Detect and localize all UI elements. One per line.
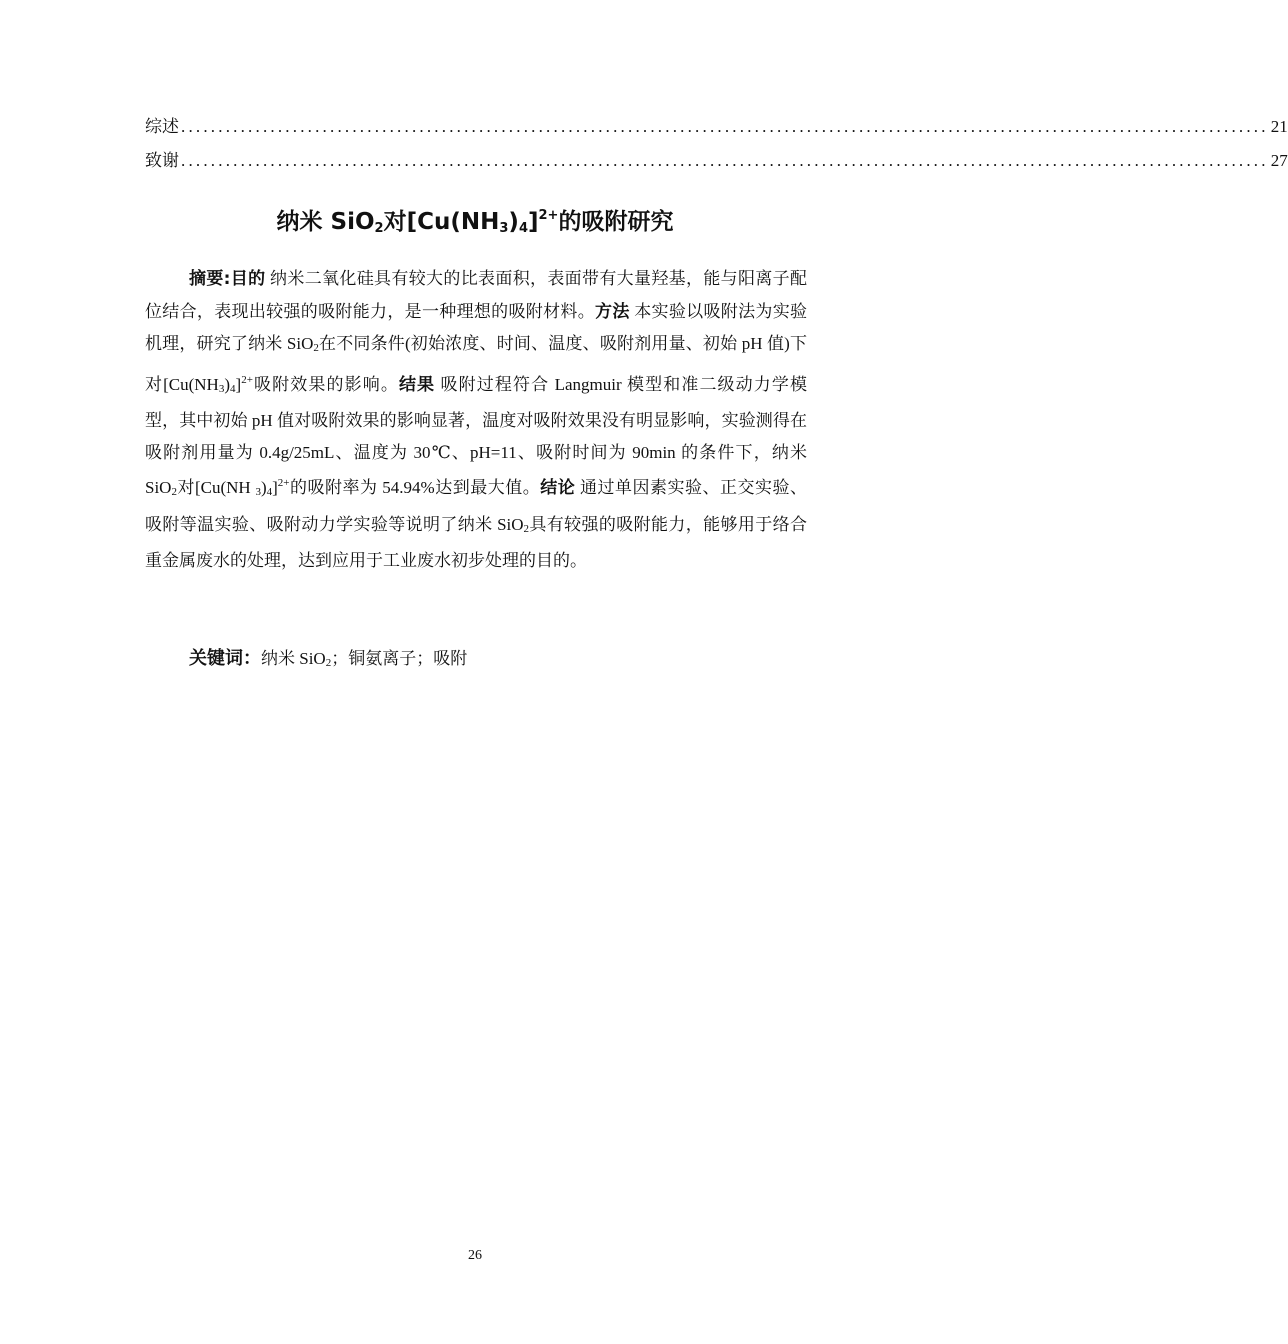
method-text: 本实验以吸附法为实验机理，研究了纳米 SiO — [145, 301, 808, 353]
superscript: 2+ — [277, 477, 290, 489]
subscript: 4 — [230, 382, 236, 395]
subscript: 4 — [266, 486, 273, 498]
subscript: 2 — [325, 657, 332, 669]
toc-entry-acknowledgements[interactable] — [145, 150, 1288, 184]
keywords-text: 纳米 SiO — [261, 649, 326, 668]
keywords-line — [189, 644, 467, 678]
subscript: 2 — [523, 522, 530, 535]
title-cu-subscript: 4 — [518, 221, 528, 236]
close-bracket: ] — [235, 374, 242, 394]
conclusion-text: 通过单因素实验、正交实验、吸附等温实验、吸附动力学实验等说明了纳米 SiO — [145, 478, 808, 534]
result-text: 对[Cu(NH — [176, 478, 256, 497]
result-text: 的吸附率为 54.94%达到最大值。 — [289, 478, 541, 497]
abstract-heading: 摘要: — [189, 269, 231, 289]
close-paren: ) — [224, 374, 231, 394]
paper-title — [0, 203, 950, 236]
keywords-text: ；铜氨离子；吸附 — [331, 649, 468, 668]
toc-leader-dots: .................................................................................................................................................. — [181, 117, 1269, 136]
title-suffix: 的吸附研究 — [558, 209, 674, 235]
method-text: 吸附效果的影响。 — [252, 374, 399, 394]
result-label: 结果 — [398, 374, 436, 395]
abstract-paragraph — [145, 263, 807, 577]
purpose-label: 目的 — [230, 269, 266, 289]
subscript: 3 — [255, 486, 261, 498]
result-text: 吸附过程符合 Langmuir 模型和准二级动力学模型，其中初始 pH 值对吸附效果的影响显著，温度对吸附效果没有明显影响，实验测得在吸附剂用量为 0.4g/25mL、温度为 30℃、pH=11、吸附时间为 90min 的条件下，纳米 SiO — [145, 374, 808, 497]
table-of-contents — [145, 116, 1288, 184]
title-close-paren: ) — [508, 209, 519, 235]
page-number: 26 — [468, 1248, 482, 1263]
keywords-label: 关键词： — [189, 648, 261, 669]
subscript: 2 — [313, 342, 319, 354]
toc-entry-page: 27 — [1270, 151, 1288, 170]
close-bracket: ] — [272, 478, 278, 497]
title-sio2-subscript: 2 — [374, 221, 384, 236]
close-paren: ) — [260, 478, 267, 497]
title-close-bracket: ] — [527, 209, 539, 235]
title-nh3-subscript: 3 — [499, 221, 509, 236]
toc-entry-review[interactable] — [145, 116, 1288, 150]
title-mid: 对[Cu(NH — [383, 209, 500, 235]
toc-leader-dots: .................................................................................................................................................. — [181, 151, 1269, 170]
conclusion-label: 结论 — [540, 478, 576, 498]
subscript: 2 — [171, 486, 177, 498]
title-prefix: 纳米 SiO — [276, 209, 375, 235]
title-charge-superscript: 2+ — [538, 208, 559, 223]
superscript: 2+ — [241, 373, 253, 386]
toc-entry-label: 致谢 — [145, 151, 179, 170]
toc-entry-label: 综述 — [145, 117, 179, 136]
method-label: 方法 — [595, 301, 630, 322]
subscript: 3 — [218, 382, 225, 395]
purpose-text: 纳米二氧化硅具有较大的比表面积，表面带有大量羟基，能与阳离子配位结合，表现出较强的吸附能力，是一种理想的吸附材料。 — [145, 269, 807, 321]
conclusion-text: 具有较强的吸附能力，能够用于络合重金属废水的处理，达到应用于工业废水初步处理的目的。 — [145, 514, 807, 570]
toc-entry-page: 21 — [1270, 117, 1288, 136]
method-text: 在不同条件(初始浓度、时间、温度、吸附剂用量、初始 pH 值)下对[Cu(NH — [145, 334, 807, 394]
